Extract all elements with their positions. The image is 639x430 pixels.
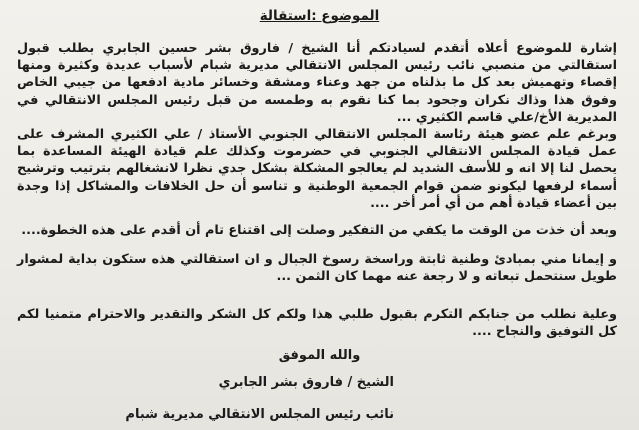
letter-subject: الموضوع :استقالة	[259, 8, 380, 24]
paragraph-decision: وبعد أن خذت من الوقت ما يكفي من التفكير وصلت إلى اقتناع تام أن أقدم على هذه الخطوة....	[21, 223, 617, 238]
signature-name: الشيخ / فاروق بشر الجابري	[218, 375, 394, 390]
paragraph-request: وعلية نطلب من جنابكم التكرم بقبول طلبي هذا ولكم كل الشكر والتقدير والاحترام متمنيا لكم كل التوفيق والنجاح ....	[17, 307, 617, 340]
paragraph-complaint: وبرغم علم عضو هيئة رئاسة المجلس الانتقالي الجنوبي الأستاذ / علي الكثيري المشرف على عمل قيادة المجلس الانتقالي الجنوبي في حضرموت وكذلك علم قيادة الهيئة المساعدة بما يحصل لنا إلا انه و للأسف الشديد لم يعالجو المشكلة بشكل جدي نظرا لانشغالهم بترتيب وترشيح أسماء لرفعها ليكونو ضمن قوام الجمعية الوطنية و تناسو أن حل الخلافات والمشاكل إذا وجدة بين أعضاء قيادة أهم من أي أمر أخر ....	[17, 127, 617, 211]
paragraph-principles: و إيمانا مني بمبادئ وطنية ثابتة وراسخة رسوخ الجبال و ان استقالتي هذه ستكون بداية لمشوار طويل سنتحمل تبعاته و لا رجعة عنه مهما كان الثمن ...	[17, 252, 617, 285]
closing-phrase: والله الموفق	[278, 348, 361, 363]
signature-title: نائب رئيس المجلس الانتقالي مديرية شبام	[125, 407, 394, 422]
paragraph-intro: إشارة للموضوع أعلاه أتقدم لسيادتكم أنا الشيخ / فاروق بشر حسين الجابري بطلب قبول استقالتي من منصبي نائب رئيس المجلس الانتقالي مديرية شبام لأسباب عديدة وكثيرة ومنها إقصاء وتهميش بعد كل ما بذلناه من جهد وعناء ومشقة وخسائر مادية ادفعها من جيبي الخاص وفوق هذا وذاك نكران وجحود بما كنا نقوم به وطمسه من قبل رئيس المجلس الانتقالي في المديرية الأخ/علي قاسم الكثيري ...	[17, 41, 617, 125]
